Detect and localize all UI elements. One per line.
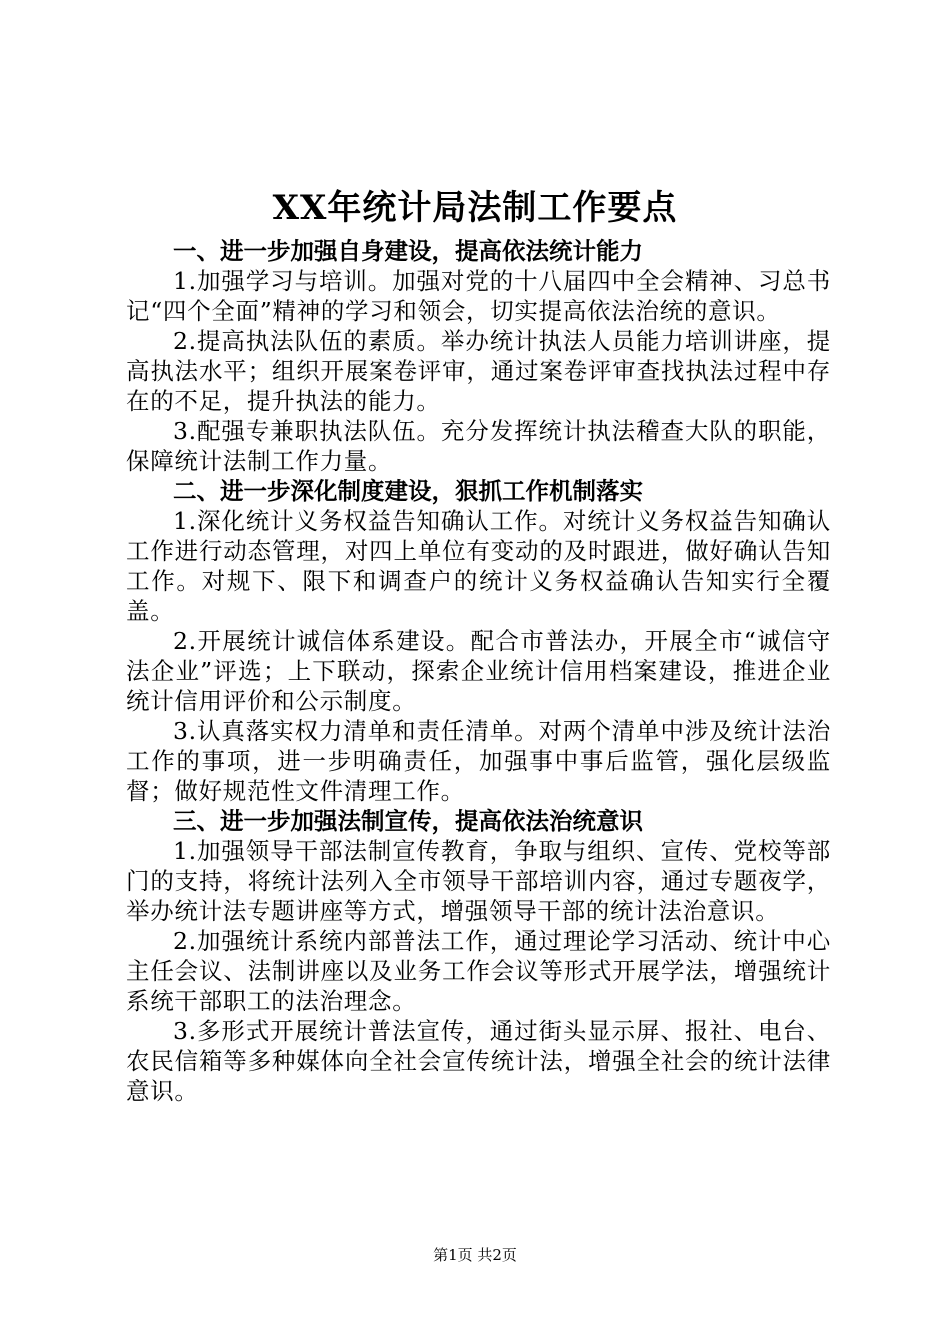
section-3 (126, 806, 831, 1106)
section-2 (126, 476, 831, 806)
section-heading: 二、进一步深化制度建设，狠抓工作机制落实 (173, 477, 643, 505)
paragraph: 2.提高执法队伍的素质。举办统计执法人员能力培训讲座，提高执法水平；组织开展案卷评审，通过案卷评审查找执法过程中存在的不足，提升执法的能力。 (126, 327, 831, 415)
paragraph: 2.开展统计诚信体系建设。配合市普法办，开展全市“诚信守法企业”评选；上下联动，探索企业统计信用档案建设，推进企业统计信用评价和公示制度。 (126, 627, 831, 715)
paragraph: 2.加强统计系统内部普法工作，通过理论学习活动、统计中心主任会议、法制讲座以及业务工作会议等形式开展学法，增强统计系统干部职工的法治理念。 (126, 927, 831, 1015)
section-1 (126, 236, 831, 476)
paragraph: 3.多形式开展统计普法宣传，通过街头显示屏、报社、电台、农民信箱等多种媒体向全社会宣传统计法，增强全社会的统计法律意识。 (126, 1017, 831, 1105)
section-heading: 三、进一步加强法制宣传，提高依法治统意识 (173, 807, 643, 835)
document-title: XX年统计局法制工作要点 (272, 188, 678, 228)
section-heading: 一、进一步加强自身建设，提高依法统计能力 (173, 237, 643, 265)
document-body (126, 236, 831, 1106)
paragraph: 3.认真落实权力清单和责任清单。对两个清单中涉及统计法治工作的事项，进一步明确责任，加强事中事后监管，强化层级监督；做好规范性文件清理工作。 (126, 717, 831, 805)
paragraph: 3.配强专兼职执法队伍。充分发挥统计执法稽查大队的职能，保障统计法制工作力量。 (126, 417, 831, 475)
paragraph: 1.加强学习与培训。加强对党的十八届四中全会精神、习总书记“四个全面”精神的学习和领会，切实提高依法治统的意识。 (126, 267, 831, 325)
paragraph: 1.深化统计义务权益告知确认工作。对统计义务权益告知确认工作进行动态管理，对四上单位有变动的及时跟进，做好确认告知工作。对规下、限下和调查户的统计义务权益确认告知实行全覆盖。 (126, 507, 831, 625)
paragraph: 1.加强领导干部法制宣传教育，争取与组织、宣传、党校等部门的支持，将统计法列入全市领导干部培训内容，通过专题夜学，举办统计法专题讲座等方式，增强领导干部的统计法治意识。 (126, 837, 831, 925)
page-footer: 第1页 共2页 (433, 1246, 517, 1264)
